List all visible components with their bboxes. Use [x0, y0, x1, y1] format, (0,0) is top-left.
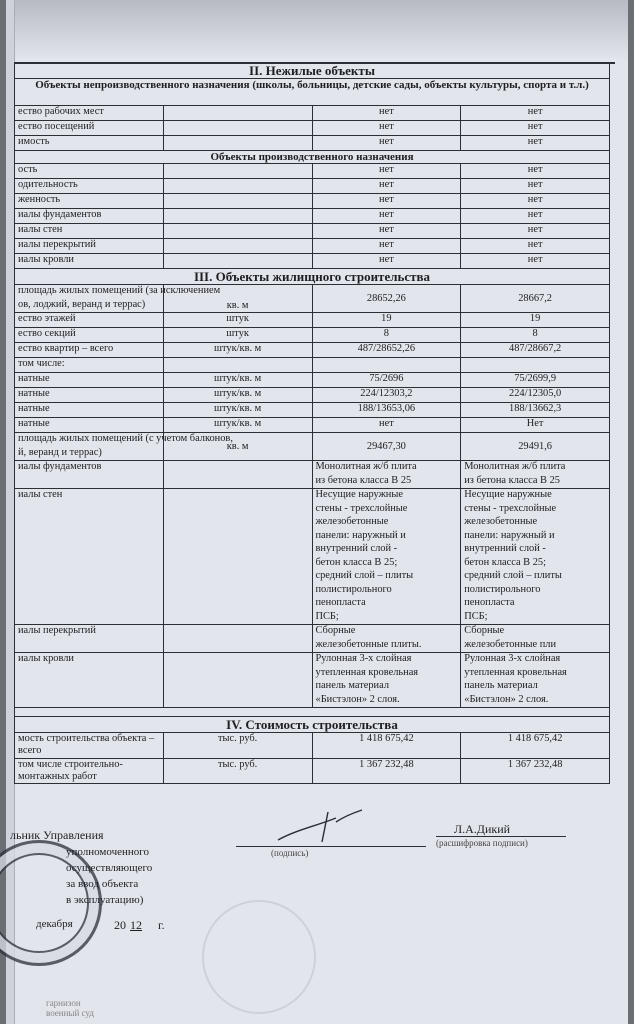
- date-month: декабря: [36, 918, 73, 930]
- foundation-v1: Монолитная ж/б плита из бетона класса В 25: [312, 461, 461, 489]
- decode-caption: (расшифровка подписи): [436, 838, 528, 848]
- year-value: 12: [130, 918, 142, 932]
- section2-subtitle2: Объекты производственного назначения: [15, 151, 610, 164]
- row-label: одительность: [15, 179, 164, 194]
- row-label: ество посещений: [15, 121, 164, 136]
- roof-label: иалы кровли: [15, 653, 164, 708]
- area2-label: площадь жилых помещений (с учетом балконов, й, веранд и террас): [15, 433, 164, 461]
- row-label: иалы фундаментов: [15, 209, 164, 224]
- year-prefix: 20: [114, 918, 126, 932]
- section2-table: II. Нежилые объекты Объекты непроизводственного назначения (школы, больницы, детские сады, объекты культуры, спорта и т.л.) ество рабочих мест нет нет ество посещений нет нет имость нет нет Объекты производственного назначения ость нет нет одительность нет нет женность нет нет иалы фундаментов нет нет иалы стен нет нет иалы перекрытий нет нет иалы кровли нет нет III. Объекты жилищного строительства площадь жилых помещений (за исключением ов, лоджий, веранд и террас) кв. м 28652,26 28667,2 ество этажей штук 19 19 ество секций штук 8 8 ество квартир – всего штук/кв. м 487/28652,26 487/28667,2 том числе: натные штук/кв. м 75/2696 75/2699,9 натные штук/кв. м 224/12303,2 224/12305,0 натные штук/кв. м 188/13653,06 188/13662,3 натные штук/кв. м нет Нет площадь жилых помещений (с учетом балконов, й, веранд и террас) кв. м 29467,30 29491,6 иалы фундаментов Монолитная ж/б плита из бетона класса В 25 Монолитная ж/б плита из бетона класса В 25 иалы стен Несущие наружные стены - трехслойные железобетонные панели: наружный и внутренний слой - бетон класса В 25; средний слой – плиты полистирольного пенопласта ПСБ; Несущие наружные стены - трехслойные железобетонные панели: наружный и внутренний слой - бетон класса В 25; средний слой – плиты полистирольного пенопласта ПСБ; иалы перекрытий Сборные железобетонные плиты. Сборные железобетонные пли иалы кровли Рулонная 3-х слойная утепленная кровельная панель материал «Бистэлон» 2 слоя. Рулонная 3-х слойная утепленная кровельная панель материал «Бистэлон» 2 слоя. IV. Стоимость строительства мость строительства объекта – всего тыс. руб. 1 418 675,42 1 418 675,42 том числе строительно-монтажных работ тыс. руб. 1 367 232,48 1 367 232,48: [14, 62, 610, 784]
- roof-v2: Рулонная 3-х слойная утепленная кровельная панель материал «Бистэлон» 2 слоя.: [461, 653, 610, 708]
- roof-v1: Рулонная 3-х слойная утепленная кровельная панель материал «Бистэлон» 2 слоя.: [312, 653, 461, 708]
- row-label: ость: [15, 164, 164, 179]
- floors-v1: Сборные железобетонные плиты.: [312, 625, 461, 653]
- row-label: имость: [15, 136, 164, 151]
- row-label: иалы стен: [15, 224, 164, 239]
- section2-subtitle1: Объекты непроизводственного назначения (школы, больницы, детские сады, объекты культуры, спорта и т.л.): [15, 79, 610, 106]
- signer-name: Л.А.Дикий: [454, 822, 511, 836]
- row-label: иалы перекрытий: [15, 239, 164, 254]
- row-label: женность: [15, 194, 164, 209]
- section3-title: III. Объекты жилищного строительства: [15, 269, 610, 285]
- row-label: ество рабочих мест: [15, 106, 164, 121]
- walls-v1: Несущие наружные стены - трехслойные железобетонные панели: наружный и внутренний слой - бетон класса В 25; средний слой – плиты полистирольного пенопласта ПСБ;: [312, 489, 461, 625]
- floors-v2: Сборные железобетонные пли: [461, 625, 610, 653]
- section4-title: IV. Стоимость строительства: [15, 717, 610, 733]
- row-label: иалы кровли: [15, 254, 164, 269]
- name-line: [436, 836, 566, 837]
- year-suffix: г.: [158, 918, 165, 932]
- document-page: II. Нежилые объекты Объекты непроизводственного назначения (школы, больницы, детские сады, объекты культуры, спорта и т.л.) ество рабочих мест нет нет ество посещений нет нет имость нет нет Объекты производственного назначения ость нет нет одительность нет нет женность нет нет иалы фундаментов нет нет иалы стен нет нет иалы перекрытий нет нет иалы кровли нет нет III. Объекты жилищного строительства площадь жилых помещений (за исключением ов, лоджий, веранд и террас) кв. м 28652,26 28667,2 ество этажей штук 19 19 ество секций штук 8 8 ество квартир – всего штук/кв. м 487/28652,26 487/28667,2 том числе: натные штук/кв. м 75/2696 75/2699,9 натные штук/кв. м 224/12303,2 224/12305,0 натные штук/кв. м 188/13653,06 188/13662,3 натные штук/кв. м нет Нет площадь жилых помещений (с учетом балконов, й, веранд и террас) кв. м 29467,30 29491,6 иалы фундаментов Монолитная ж/б плита из бетона класса В 25 Монолитная ж/б плита из бетона класса В 25 иалы стен Несущие наружные стены - трехслойные железобетонные панели: наружный и внутренний слой - бетон класса В 25; средний слой – плиты полистирольного пенопласта ПСБ; Несущие наружные стены - трехслойные железобетонные панели: наружный и внутренний слой - бетон класса В 25; средний слой – плиты полистирольного пенопласта ПСБ; иалы перекрытий Сборные железобетонные плиты. Сборные железобетонные пли иалы кровли Рулонная 3-х слойная утепленная кровельная панель материал «Бистэлон» 2 слоя. Рулонная 3-х слойная утепленная кровельная панель материал «Бистэлон» 2 слоя. IV. Стоимость строительства мость строительства объекта – всего тыс. руб. 1 418 675,42 1 418 675,42 том числе строительно-монтажных работ тыс. руб. 1 367 232,48 1 367 232,48 льник Управления Л.А.Дикий (подпись) (расшифровка подписи) уполномоченного осуществляющего за ввод объекта в эксплуатацию) декабря 20 12 г. гарнизон военный суд: [6, 0, 628, 1024]
- foundation-v2: Монолитная ж/б плита из бетона класса В 25: [461, 461, 610, 489]
- signer-position: льник Управления: [10, 828, 104, 842]
- floors-label: иалы перекрытий: [15, 625, 164, 653]
- walls-label: иалы стен: [15, 489, 164, 625]
- faint-seal: [202, 900, 316, 1014]
- document-sheet: [14, 62, 610, 784]
- section2-title: II. Нежилые объекты: [15, 63, 610, 79]
- area-label: площадь жилых помещений (за исключением ов, лоджий, веранд и террас): [15, 285, 164, 313]
- handwritten-signature: [276, 808, 366, 848]
- sign-caption: (подпись): [271, 848, 309, 858]
- stamp-text: гарнизон военный суд: [46, 998, 94, 1018]
- foundation-label: иалы фундаментов: [15, 461, 164, 489]
- walls-v2: Несущие наружные стены - трехслойные железобетонные панели: наружный и внутренний слой - бетон класса В 25; средний слой – плиты полистирольного пенопласта ПСБ;: [461, 489, 610, 625]
